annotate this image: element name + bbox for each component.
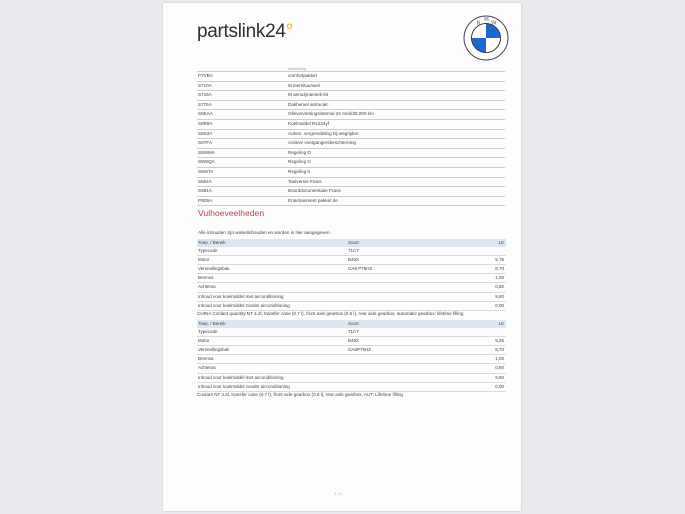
option-code: S854A [198, 178, 212, 184]
section-intro: Alle inhouden zijn wisselinhouden en worden in liter aangegeven. [198, 230, 331, 235]
option-code: S8KAA [198, 111, 213, 117]
table-cell: 0,00 [495, 383, 504, 389]
option-desc: M aerodynamiek-kit [288, 92, 329, 98]
table-row [197, 355, 506, 364]
table-cell: 1,00 [495, 356, 504, 362]
option-row [197, 71, 505, 81]
option-row [197, 177, 505, 187]
option-code: P9D5A [198, 197, 213, 203]
option-code: P7VBA [198, 73, 213, 78]
table-cell: 71CY [348, 329, 360, 335]
option-desc: M leersituurwiel [288, 82, 320, 88]
fluid-note-2: Coolant NT 4.2l, transfer case (0.7 l), front axle gearbox (0.6 l), rear axle gearbox, AUT: Lifetime filling [197, 392, 403, 397]
table-cell: Typecode [198, 329, 218, 335]
table-row [197, 293, 506, 302]
option-code: S8R9A [198, 120, 213, 126]
table-row [197, 302, 506, 311]
option-code: S775A [198, 101, 212, 107]
table-cell: Motor [198, 338, 210, 344]
table-cell: 5,25 [495, 338, 504, 344]
table-cell: Versnellingsbak [198, 347, 230, 353]
option-code: S710A [198, 82, 212, 88]
table-cell: B48X [348, 338, 360, 344]
bmw-roundel-icon [463, 15, 509, 61]
option-code: S8WTA [198, 168, 214, 174]
table-row [197, 283, 506, 292]
option-desc: comfortpakket [288, 73, 317, 78]
partslink-logo: partslink24° [197, 21, 293, 42]
table-cell: Motor [198, 257, 210, 263]
option-desc: Koelmiddel R1234yf [288, 120, 330, 126]
table-row [197, 328, 506, 337]
table-cell: GA8 P75HZ [348, 266, 373, 272]
option-row [197, 119, 505, 129]
table-cell: Inhoud voor koelmiddel met airconditioning [198, 293, 284, 299]
option-desc: Regeling G [288, 159, 311, 165]
page-number: 2 / 3 [334, 492, 342, 496]
table-row [197, 374, 506, 383]
table-row [197, 337, 506, 346]
option-desc: Regeling K [288, 168, 311, 174]
option-code: S881A [198, 188, 212, 194]
option-row [197, 100, 505, 110]
options-desc-header: Aanduiding [288, 67, 306, 71]
table-cell: Versnellingsbak [198, 266, 230, 272]
option-desc: Autom. vergrendeling bij wegrijden [288, 130, 359, 136]
option-row [197, 109, 505, 119]
document-page [163, 3, 521, 511]
table-header: Toep. / Bereik Soort Ltr [197, 239, 506, 247]
options-table [197, 71, 505, 206]
fluid-table-1 [197, 239, 506, 311]
option-row [197, 138, 505, 148]
option-code: S715A [198, 92, 212, 98]
fluid-note-1: CHINA Coolant quantity NT 4.2l, transfer case (0.7 l), front axle gearbox (0.6 l), rear axle gearbox, automatic gearbox: lifetime filling [197, 311, 464, 316]
table-row [197, 247, 506, 256]
section-title: Vulhoeveelheden [198, 208, 265, 218]
table-cell: Achteras [198, 284, 216, 290]
option-desc: Regeling D [288, 149, 311, 155]
table-row [197, 346, 506, 355]
table-cell: Bremsa [198, 275, 214, 281]
table-cell: 8,70 [495, 266, 504, 272]
table-row [197, 265, 506, 274]
option-row [197, 157, 505, 167]
svg-text:M: M [484, 17, 489, 23]
table-cell: 0,80 [495, 365, 504, 371]
table-cell: 9,80 [495, 293, 504, 299]
option-desc: Entertainment pakket de [288, 197, 338, 203]
option-code: S8S3A [198, 130, 213, 136]
table-cell: 5,75 [495, 257, 504, 263]
table-cell: Inhoud voor koelmiddel zonder airconditioning [198, 383, 290, 389]
option-desc: Dakhemel antraciet [288, 101, 328, 107]
fluid-table-2 [197, 320, 506, 392]
table-cell: Typecode [198, 248, 218, 254]
option-row [197, 196, 505, 207]
option-code: S8TFA [198, 140, 213, 146]
option-row [197, 186, 505, 196]
table-cell: 9,80 [495, 374, 504, 380]
table-row [197, 256, 506, 265]
option-code: S8WMA [198, 149, 215, 155]
table-row [197, 364, 506, 373]
option-row [197, 129, 505, 139]
table-cell: Inhoud voor koelmiddel met airconditioning [198, 374, 284, 380]
option-row [197, 81, 505, 91]
option-code: S8WQA [198, 159, 215, 165]
option-desc: Boorddocumentatie Frans [288, 188, 341, 194]
table-cell: 8,70 [495, 347, 504, 353]
table-cell: 0,00 [495, 302, 504, 308]
table-cell: 71CY [348, 248, 360, 254]
option-desc: Actieve voetgangersbescherming [288, 140, 356, 146]
option-row [197, 167, 505, 177]
table-header: Toep. / Bereik Soort Ltr [197, 320, 506, 328]
table-row [197, 274, 506, 283]
option-row [197, 148, 505, 158]
table-cell: Achteras [198, 365, 216, 371]
table-cell: B48X [348, 257, 360, 263]
table-cell: GA8P75HZ [348, 347, 372, 353]
table-cell: 0,80 [495, 284, 504, 290]
table-cell: Bremsa [198, 356, 214, 362]
option-desc: Olieverversingsinterval 24 mnd/30.000 km [288, 111, 374, 117]
table-cell: 1,00 [495, 275, 504, 281]
svg-text:W: W [491, 20, 497, 27]
option-desc: Taalversie Frans [288, 178, 322, 184]
option-row [197, 90, 505, 100]
table-row [197, 383, 506, 392]
table-cell: Inhoud voor koelmiddel zonder airconditioning [198, 302, 290, 308]
svg-text:B: B [476, 20, 481, 27]
